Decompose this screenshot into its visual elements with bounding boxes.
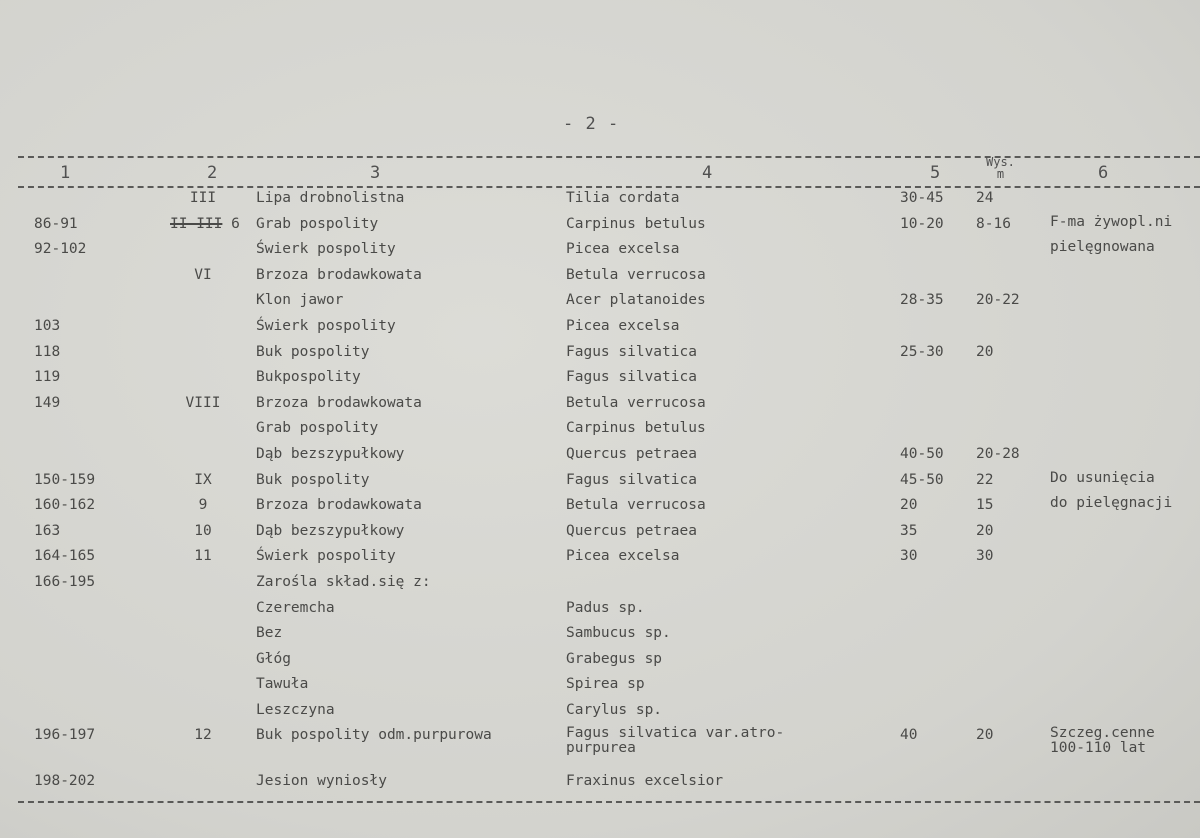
latin-name-cell: Grabegus sp (566, 650, 663, 667)
table-row (0, 650, 1200, 676)
table-row (0, 368, 1200, 394)
table-row (0, 266, 1200, 292)
table-row (0, 445, 1200, 471)
table-row (0, 215, 1200, 241)
table-row (0, 726, 1200, 772)
table-row (0, 573, 1200, 599)
section-number-cell: IX (194, 471, 212, 488)
height-cell: 20-22 (976, 292, 1020, 309)
plot-number-cell: 164-165 (34, 548, 96, 565)
age-cell: 40-50 (900, 445, 944, 462)
table-row (0, 317, 1200, 343)
struck-section-number: II-III (170, 215, 223, 232)
latin-name-cell: Betula verrucosa (566, 394, 706, 411)
latin-name-cell: Picea excelsa (566, 317, 680, 334)
polish-name-cell: Lipa drobnolistna (256, 190, 405, 206)
height-cell: 20 (976, 727, 994, 744)
column-header-6: 6 (1098, 163, 1109, 183)
latin-name-cell: Picea excelsa (566, 241, 680, 258)
age-cell: 45-50 (900, 471, 944, 488)
latin-name-cell: Picea excelsa (566, 548, 680, 565)
table-row (0, 240, 1200, 266)
section-number-cell: 11 (194, 548, 212, 565)
polish-name-cell: Bez (256, 625, 283, 642)
plot-number-cell: 92-102 (34, 241, 87, 258)
latin-name-cell: Fagus silvatica (566, 369, 697, 386)
latin-name-cell: Fagus silvatica (566, 471, 697, 488)
plot-number-cell: 160-162 (34, 497, 96, 514)
polish-name-cell: Brzoza brodawkowata (256, 394, 422, 411)
latin-name-cell: Sambucus sp. (566, 625, 671, 642)
height-cell: 20 (976, 522, 994, 539)
polish-name-cell: Głóg (256, 650, 291, 667)
polish-name-cell: Świerk pospolity (256, 317, 396, 334)
latin-name-cell: Quercus petraea (566, 445, 697, 462)
polish-name-cell: Jesion wyniosły (256, 773, 387, 790)
table-row (0, 189, 1200, 215)
section-number-cell: III (189, 190, 217, 206)
column-header-2: 2 (207, 163, 218, 183)
plot-number-cell: 196-197 (34, 727, 96, 744)
latin-name-cell: Carpinus betulus (566, 420, 706, 437)
page-number: - 2 - (563, 114, 620, 134)
column-header-4: 4 (702, 163, 713, 183)
section-number-cell: 9 (198, 497, 208, 514)
age-cell: 35 (900, 522, 918, 539)
polish-name-cell: Klon jawor (256, 292, 344, 309)
polish-name-cell: Zarośla skład.się z: (256, 573, 431, 590)
column-header-5: 5 (930, 163, 941, 183)
table-row (0, 291, 1200, 317)
polish-name-cell: Grab pospolity (256, 215, 379, 232)
table-row (0, 496, 1200, 522)
plot-number-cell: 119 (34, 369, 61, 386)
section-number-cell: VI (194, 266, 212, 283)
plot-number-cell: 118 (34, 343, 61, 360)
polish-name-cell: Dąb bezszypułkowy (256, 522, 405, 539)
remarks-cell: pielęgnowana (1050, 239, 1155, 256)
polish-name-cell: Grab pospolity (256, 420, 379, 437)
plot-number-cell: 150-159 (34, 471, 96, 488)
latin-name-cell: Acer platanoides (566, 292, 706, 309)
latin-name-cell: Fagus silvatica (566, 343, 697, 360)
latin-name-cell: Spirea sp (566, 676, 645, 693)
latin-name-cell: Tilia cordata (566, 190, 680, 206)
plot-number-cell: 149 (34, 394, 61, 411)
table-row (0, 701, 1200, 727)
table-row (0, 343, 1200, 369)
dashed-rule-bottom (18, 801, 1200, 803)
section-number-cell: 10 (194, 522, 212, 539)
plot-number-cell: 86-91 (34, 215, 78, 232)
plot-number-cell: 166-195 (34, 573, 96, 590)
section-number-cell: 12 (194, 727, 212, 744)
height-cell: 20-28 (976, 445, 1020, 462)
table-row (0, 547, 1200, 573)
height-cell: 15 (976, 497, 994, 514)
column-header-height-label: Wys. (986, 155, 1015, 169)
height-cell: 30 (976, 548, 994, 565)
height-cell: 22 (976, 471, 994, 488)
latin-name-cell: Fraxinus excelsior (566, 773, 724, 790)
polish-name-cell: Świerk pospolity (256, 241, 396, 258)
plot-number-cell: 163 (34, 522, 61, 539)
plot-number-cell: 198-202 (34, 773, 96, 790)
table-row (0, 522, 1200, 548)
table-row (0, 394, 1200, 420)
latin-name-cell: Fagus silvatica var.atro- purpurea (566, 725, 785, 757)
remarks-cell: do pielęgnacji (1050, 495, 1173, 512)
polish-name-cell: Świerk pospolity (256, 548, 396, 565)
remarks-cell: F-ma żywopl.ni (1050, 213, 1173, 230)
polish-name-cell: Brzoza brodawkowata (256, 266, 422, 283)
polish-name-cell: Czeremcha (256, 599, 335, 616)
age-cell: 40 (900, 727, 918, 744)
column-header-height (986, 156, 1015, 180)
polish-name-cell: Buk pospolity (256, 471, 370, 488)
age-cell: 30-45 (900, 190, 944, 206)
height-cell: 24 (976, 190, 994, 206)
polish-name-cell: Tawuła (256, 676, 309, 693)
dashed-rule-top (18, 156, 1200, 158)
table-row (0, 772, 1200, 798)
polish-name-cell: Dąb bezszypułkowy (256, 445, 405, 462)
section-number-value: 6 (231, 215, 240, 232)
section-number-cell: VIII (185, 394, 221, 411)
table-row (0, 471, 1200, 497)
polish-name-cell: Buk pospolity (256, 343, 370, 360)
height-cell: 8-16 (976, 215, 1011, 232)
species-table (0, 189, 1200, 798)
dashed-rule-header (18, 186, 1200, 188)
latin-name-cell: Quercus petraea (566, 522, 697, 539)
table-row (0, 419, 1200, 445)
age-cell: 30 (900, 548, 918, 565)
polish-name-cell: Brzoza brodawkowata (256, 497, 422, 514)
age-cell: 10-20 (900, 215, 944, 232)
polish-name-cell: Buk pospolity odm.purpurowa (256, 727, 492, 744)
column-header-1: 1 (60, 163, 71, 183)
section-number-cell (170, 215, 240, 234)
height-cell: 20 (976, 343, 994, 360)
polish-name-cell: Leszczyna (256, 701, 335, 718)
remarks-cell: Do usunięcia (1050, 469, 1155, 486)
age-cell: 25-30 (900, 343, 944, 360)
remarks-cell: Szczeg.cenne 100-110 lat (1050, 725, 1155, 757)
table-row (0, 624, 1200, 650)
age-cell: 28-35 (900, 292, 944, 309)
latin-name-cell: Carylus sp. (566, 701, 663, 718)
latin-name-cell: Padus sp. (566, 599, 645, 616)
latin-name-cell: Betula verrucosa (566, 266, 706, 283)
table-row (0, 675, 1200, 701)
column-header-3: 3 (370, 163, 381, 183)
column-header-height-unit: m (996, 167, 1005, 181)
polish-name-cell: Bukpospolity (256, 369, 361, 386)
latin-name-cell: Betula verrucosa (566, 497, 706, 514)
age-cell: 20 (900, 497, 918, 514)
table-row (0, 599, 1200, 625)
latin-name-cell: Carpinus betulus (566, 215, 706, 232)
plot-number-cell: 103 (34, 317, 61, 334)
